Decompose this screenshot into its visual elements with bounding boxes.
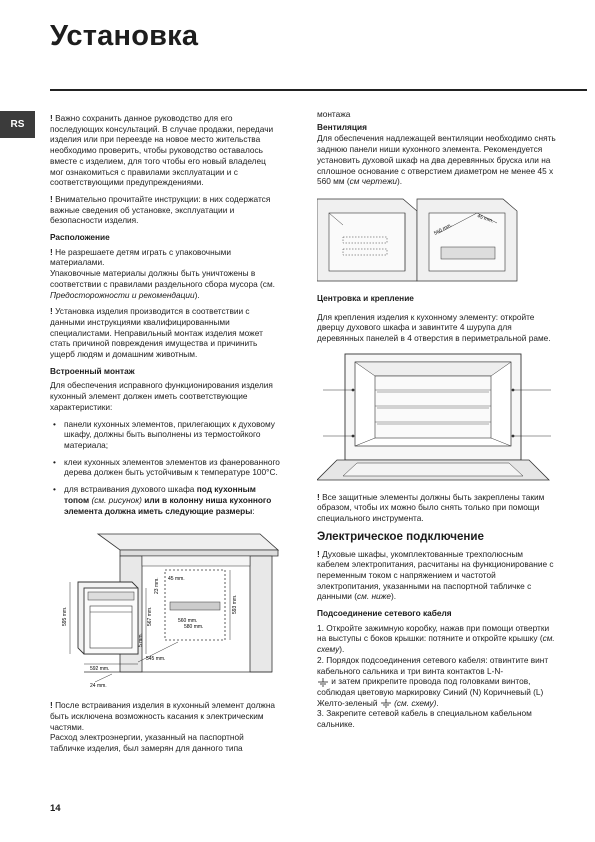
centering-text: Для крепления изделия к кухонному элементу: откройте дверцу духового шкафа и завинтите 4 шурупа для деревянных панелей в 4 отверстия в периметральной раме. — [317, 311, 551, 344]
dim-560: 560 mm. — [433, 222, 454, 237]
step-3: 3. Закрепите сетевой кабель в специальном кабельном сальнике. — [317, 708, 532, 730]
step-1: 1. Откройте зажимную коробку, нажав при помощи отвертки на выступы с боков крышки: потяните и откройте крышку (см. схему). — [317, 622, 555, 655]
warning-icon: ! — [50, 246, 53, 257]
dim-567: 567 mm. — [147, 606, 153, 627]
list-item: • панели кухонных элементов, прилегающих к духовому шкафу, должны быть выполнены из термостойкого материала; — [50, 419, 280, 451]
ventilation-text: Для обеспечения надлежащей вентиляции необходимо снять заднюю панели ниши кухонного элемента. Рекомендуется установить духовой шкаф на два деревянных бруска или на сплошное основание с отверстием диаметром не менее 45 x 560 мм (см чертежи). — [317, 133, 556, 187]
dim-560: 560 mm. — [178, 618, 198, 625]
heading-centering: Центровка и крепление — [317, 292, 414, 303]
heading-electrical: Электрическое подключение — [317, 529, 484, 543]
dim-593: 593 mm. — [232, 594, 238, 615]
note-installation: ! Установка изделия производится в соответствии с данными инструкциями квалифицированными специалистами. Неправильный монтаж изделия может стать причиной повреждения имущества и причинить ущерб людям и домашним животным. — [50, 306, 263, 360]
list-item: • для встраивания духового шкафа под кухонным топом (см. рисунок) или в колонну ниша кухонного элемента должна иметь следующие размеры: — [50, 484, 280, 516]
heading-builtin: Встроенный монтаж — [50, 365, 135, 376]
heading-ventilation: Вентиляция — [317, 121, 367, 132]
dim-23: 23 mm. — [154, 577, 160, 595]
dim-545: 545 mm. — [146, 656, 166, 663]
requirements-list — [50, 419, 280, 517]
ventilation-figure — [317, 191, 557, 283]
dim-5: 5 mm. — [138, 633, 144, 648]
dim-24: 24 mm. — [90, 683, 107, 690]
heading-location: Расположение — [50, 232, 110, 243]
note-packaging: ! Не разрешаете детям играть с упаковочными материалами. Упаковочные материалы должны быть уничтожены в соответствии с правилами раздельного сбора мусора (см. Предосторожности и рекомендации). — [50, 246, 275, 300]
warning-icon: ! — [50, 306, 53, 317]
note-keep-manual: ! Важно сохранить данное руководство для его последующих консультаций. В случае продажи, передачи изделия или при переезде на новое место жительства необходимо проверить, чтобы руководство оставалось вместе с изделием, для того чтобы его новый владелец мог ознакомиться с правилами эксплуатации и с соответствующими предупреждениями. — [50, 113, 274, 188]
note-electrical-parts: ! После встраивания изделия в кухонный элемент должна быть исключена возможность касания к электрическим частями. — [50, 700, 276, 732]
page-number: 14 — [50, 803, 61, 814]
dim-580: 580 mm. — [184, 624, 204, 631]
step-2: 2. Порядок подсоединения сетевого кабеля: отвинтите винт кабельного сальника и три винта контактов L-N- и затем прикрепите провода под головками винтов, соблюдая цветовую маркировку Синий (N) Коричневый (L) Желто-зеленый (см. схему). — [317, 654, 549, 708]
note-electrical: ! Духовые шкафы, укомплектованные трехполюсным кабелем электропитания, расчитаны на функционирование с переменным током с напряжением и частотой электропитания, указанными на паспортной табличке с данными (см. ниже). — [317, 548, 554, 602]
ground-icon — [380, 699, 392, 708]
continued-text: монтажа — [317, 109, 351, 119]
title-rule — [50, 89, 587, 91]
builtin-dimensions-figure — [50, 522, 280, 692]
warning-icon: ! — [50, 113, 53, 123]
heading-cable: Подсоединение сетевого кабеля — [317, 608, 452, 619]
warning-icon: ! — [317, 548, 320, 559]
oven-mounting-figure — [317, 350, 557, 482]
warning-icon: ! — [50, 193, 53, 204]
dim-592: 592 mm. — [90, 666, 110, 673]
energy-note: Расход электроэнергии, указанный на паспортной табличке изделия, был замерян для данного типа — [50, 732, 244, 754]
dim-45: 45 mm. — [168, 576, 185, 583]
warning-icon: ! — [317, 491, 320, 502]
dim-45: 45 mm. — [476, 213, 495, 225]
ground-icon — [317, 678, 329, 687]
list-item: • клеи кухонных элементов элементов из фанерованного дерева должен быть устойчивым к температуре 100°C. — [50, 457, 280, 478]
language-tab: RS — [0, 111, 35, 138]
page-title: Установка — [50, 20, 199, 52]
right-column — [317, 109, 557, 736]
note-protective-elements: ! Все защитные элементы должны быть закреплены таким образом, чтобы их можно было снять только при помощи специального инструмента. — [317, 491, 545, 524]
warning-icon: ! — [50, 700, 53, 711]
note-read-instructions: ! Внимательно прочитайте инструкции: в них содержатся важные сведения об установке, эксплуатации и безопасности изделия. — [50, 193, 271, 226]
dim-595: 595 mm. — [62, 606, 68, 627]
builtin-intro: Для обеспечения исправного функционирования изделия кухонный элемент должен иметь соответствующие характеристики: — [50, 380, 273, 412]
left-column — [50, 113, 280, 760]
